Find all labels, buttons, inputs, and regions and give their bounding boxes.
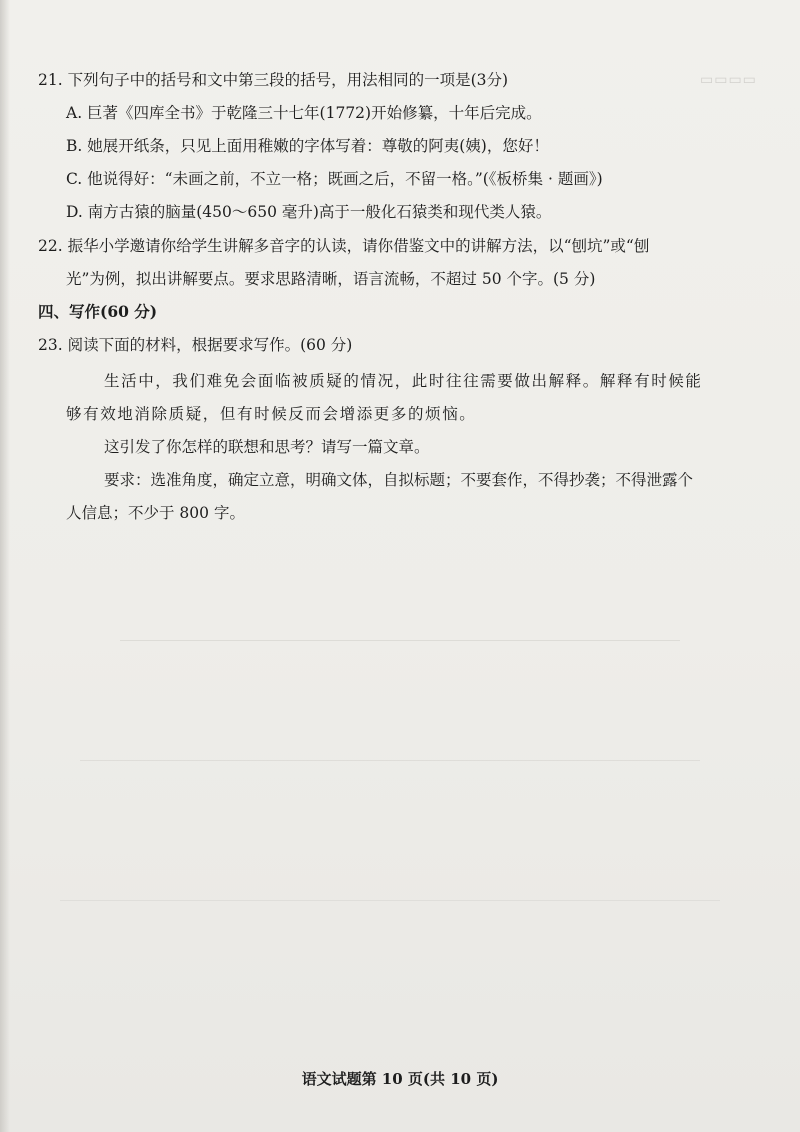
- bleed-through-rule: [80, 760, 700, 762]
- bleed-through-mark: ▭▭▭▭: [700, 72, 757, 88]
- question-22-line-1: 22. 振华小学邀请你给学生讲解多音字的认读，请你借鉴文中的讲解方法，以“刨坑”或“刨: [38, 237, 650, 255]
- question-21-option-a: A. 巨著《四库全书》于乾隆三十七年(1772)开始修纂，十年后完成。: [66, 104, 542, 122]
- requirement-line-1: 要求：选准角度，确定立意，明确文体，自拟标题；不要套作，不得抄袭；不得泄露个: [104, 471, 694, 489]
- page-footer: 语文试题第 10 页(共 10 页): [301, 1070, 499, 1088]
- question-23-stem: 23. 阅读下面的材料，根据要求写作。(60 分): [38, 336, 353, 354]
- page-edge-shadow: [0, 0, 10, 1132]
- material-line-2: 够有效地消除质疑，但有时候反而会增添更多的烦恼。: [66, 405, 477, 423]
- material-line-1: 生活中，我们难免会面临被质疑的情况，此时往往需要做出解释。解释有时候能: [104, 372, 703, 390]
- question-22-line-2: 光”为例，拟出讲解要点。要求思路清晰，语言流畅，不超过 50 个字。(5 分): [66, 270, 596, 288]
- requirement-line-2: 人信息；不少于 800 字。: [66, 504, 245, 522]
- bleed-through-rule: [60, 900, 720, 902]
- question-21-option-c: C. 他说得好：“未画之前，不立一格；既画之后，不留一格。”(《板桥集 · 题画》): [66, 170, 603, 188]
- question-21-option-d: D. 南方古猿的脑量(450～650 毫升)高于一般化石猿类和现代类人猿。: [66, 203, 552, 221]
- writing-prompt: 这引发了你怎样的联想和思考？请写一篇文章。: [104, 438, 430, 456]
- section-heading: 四、写作(60 分): [38, 302, 158, 321]
- bleed-through-rule: [120, 640, 680, 642]
- question-21-option-b: B. 她展开纸条，只见上面用稚嫩的字体写着：尊敬的阿夷(姨)，您好！: [66, 137, 549, 155]
- question-21-stem: 21. 下列句子中的括号和文中第三段的括号，用法相同的一项是(3分): [38, 71, 509, 89]
